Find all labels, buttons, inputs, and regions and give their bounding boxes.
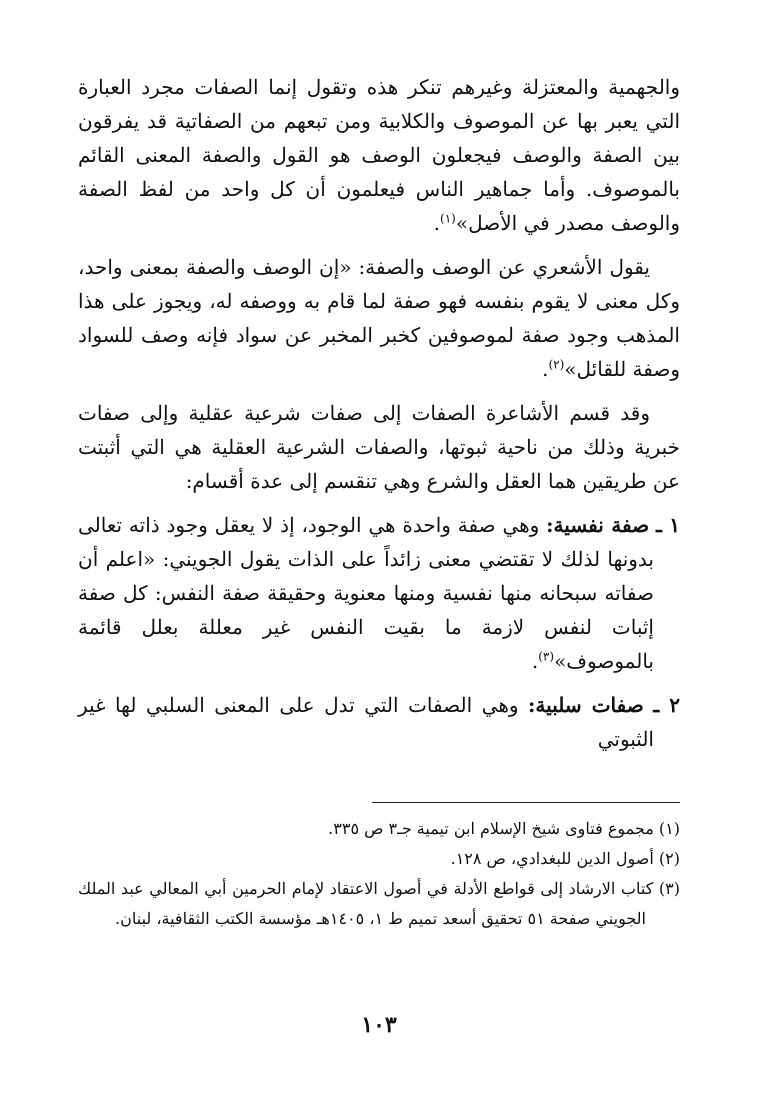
footnote-2-number: (٢) (658, 849, 680, 868)
list-item-2-number: ٢ ـ (653, 693, 680, 717)
footnote-3 (78, 874, 680, 934)
list-item-1-number: ١ ـ (655, 513, 681, 537)
paragraph-2-end: . (542, 357, 549, 381)
footnotes (78, 814, 680, 934)
page-number: ١٠٣ (361, 1012, 397, 1038)
paragraph-2 (78, 250, 680, 386)
footnote-3-number: (٣) (658, 879, 681, 898)
footnote-3-text: كتاب الارشاد إلى قواطع الأدلة في أصول الاعتقاد لإمام الحرمين أبي المعالي عبد الملك الجويني صفحة ٥١ تحقيق أسعد تميم ط ١، ١٤٠٥هـ مؤسسة الكتب الثقافية، لبنان. (78, 879, 654, 928)
footnote-2 (78, 844, 680, 874)
list-item-1-end: . (531, 649, 539, 673)
paragraph-2-text: يقول الأشعري عن الوصف والصفة: «إن الوصف والصفة بمعنى واحد، وكل معنى لا يقوم بنفسه فهو صفة لما قام به ووصفه له، ويجوز على هذا المذهب وجود صفة لموصوفين كخبر المخبر عن سواد فإنه وصف للسواد وصفة للقائل» (78, 255, 680, 381)
paragraph-1-text: والجهمية والمعتزلة وغيرهم تنكر هذه وتقول إنما الصفات مجرد العبارة التي يعبر بها عن الموصوف والكلابية ومن تبعهم من الصفاتية قد يفرقون بين الصفة والوصف فيجعلون الوصف هو القول والصفة المعنى القائم بالموصوف. وأما جماهير الناس فيعلمون أن كل واحد من لفظ الصفة والوصف مصدر في الأصل» (78, 75, 680, 235)
main-text (78, 70, 680, 756)
paragraph-3 (78, 396, 680, 498)
footnote-ref-3: (٣) (538, 649, 555, 664)
footnote-1-text: مجموع فتاوى شيخ الإسلام ابن تيمية جـ٣ ص ٣٣٥. (328, 819, 654, 838)
footnote-1 (78, 814, 680, 844)
paragraph-1-end: . (433, 211, 440, 235)
list-item-1-term: صفة نفسية: (546, 513, 650, 537)
paragraph-3-text: وقد قسم الأشاعرة الصفات إلى صفات شرعية عقلية وإلى صفات خبرية وذلك من ناحية ثبوتها، والصفات الشرعية العقلية هي التي أثبتت عن طريقين هما العقل والشرع وهي تنقسم إلى عدة أقسام: (78, 401, 681, 493)
list-item-2-text: وهي الصفات التي تدل على المعنى السلبي لها غير الثبوتي (78, 693, 654, 751)
footnote-1-number: (١) (658, 819, 680, 838)
footnote-divider (372, 802, 680, 803)
list-item-1 (78, 508, 680, 678)
footnote-ref-1: (١) (440, 211, 456, 226)
footnote-2-text: أصول الدين للبغدادي، ص ١٢٨. (450, 849, 654, 868)
paragraph-1 (78, 70, 680, 240)
list-item-2 (78, 688, 680, 756)
footnote-ref-2: (٢) (548, 357, 565, 372)
list-item-1-text: وهي صفة واحدة هي الوجود، إذ لا يعقل وجود ذاته تعالى بدونها لذلك لا تقتضي معنى زائداً على الذات يقول الجويني: «اعلم أن صفاته سبحانه منها نفسية ومنها معنوية وحقيقة صفة النفس: كل صفة إثبات لنفس لازمة ما بقيت النفس غير معللة بعلل قائمة بالموصوف» (78, 513, 654, 673)
list-item-2-term: صفات سلبية: (528, 693, 644, 717)
